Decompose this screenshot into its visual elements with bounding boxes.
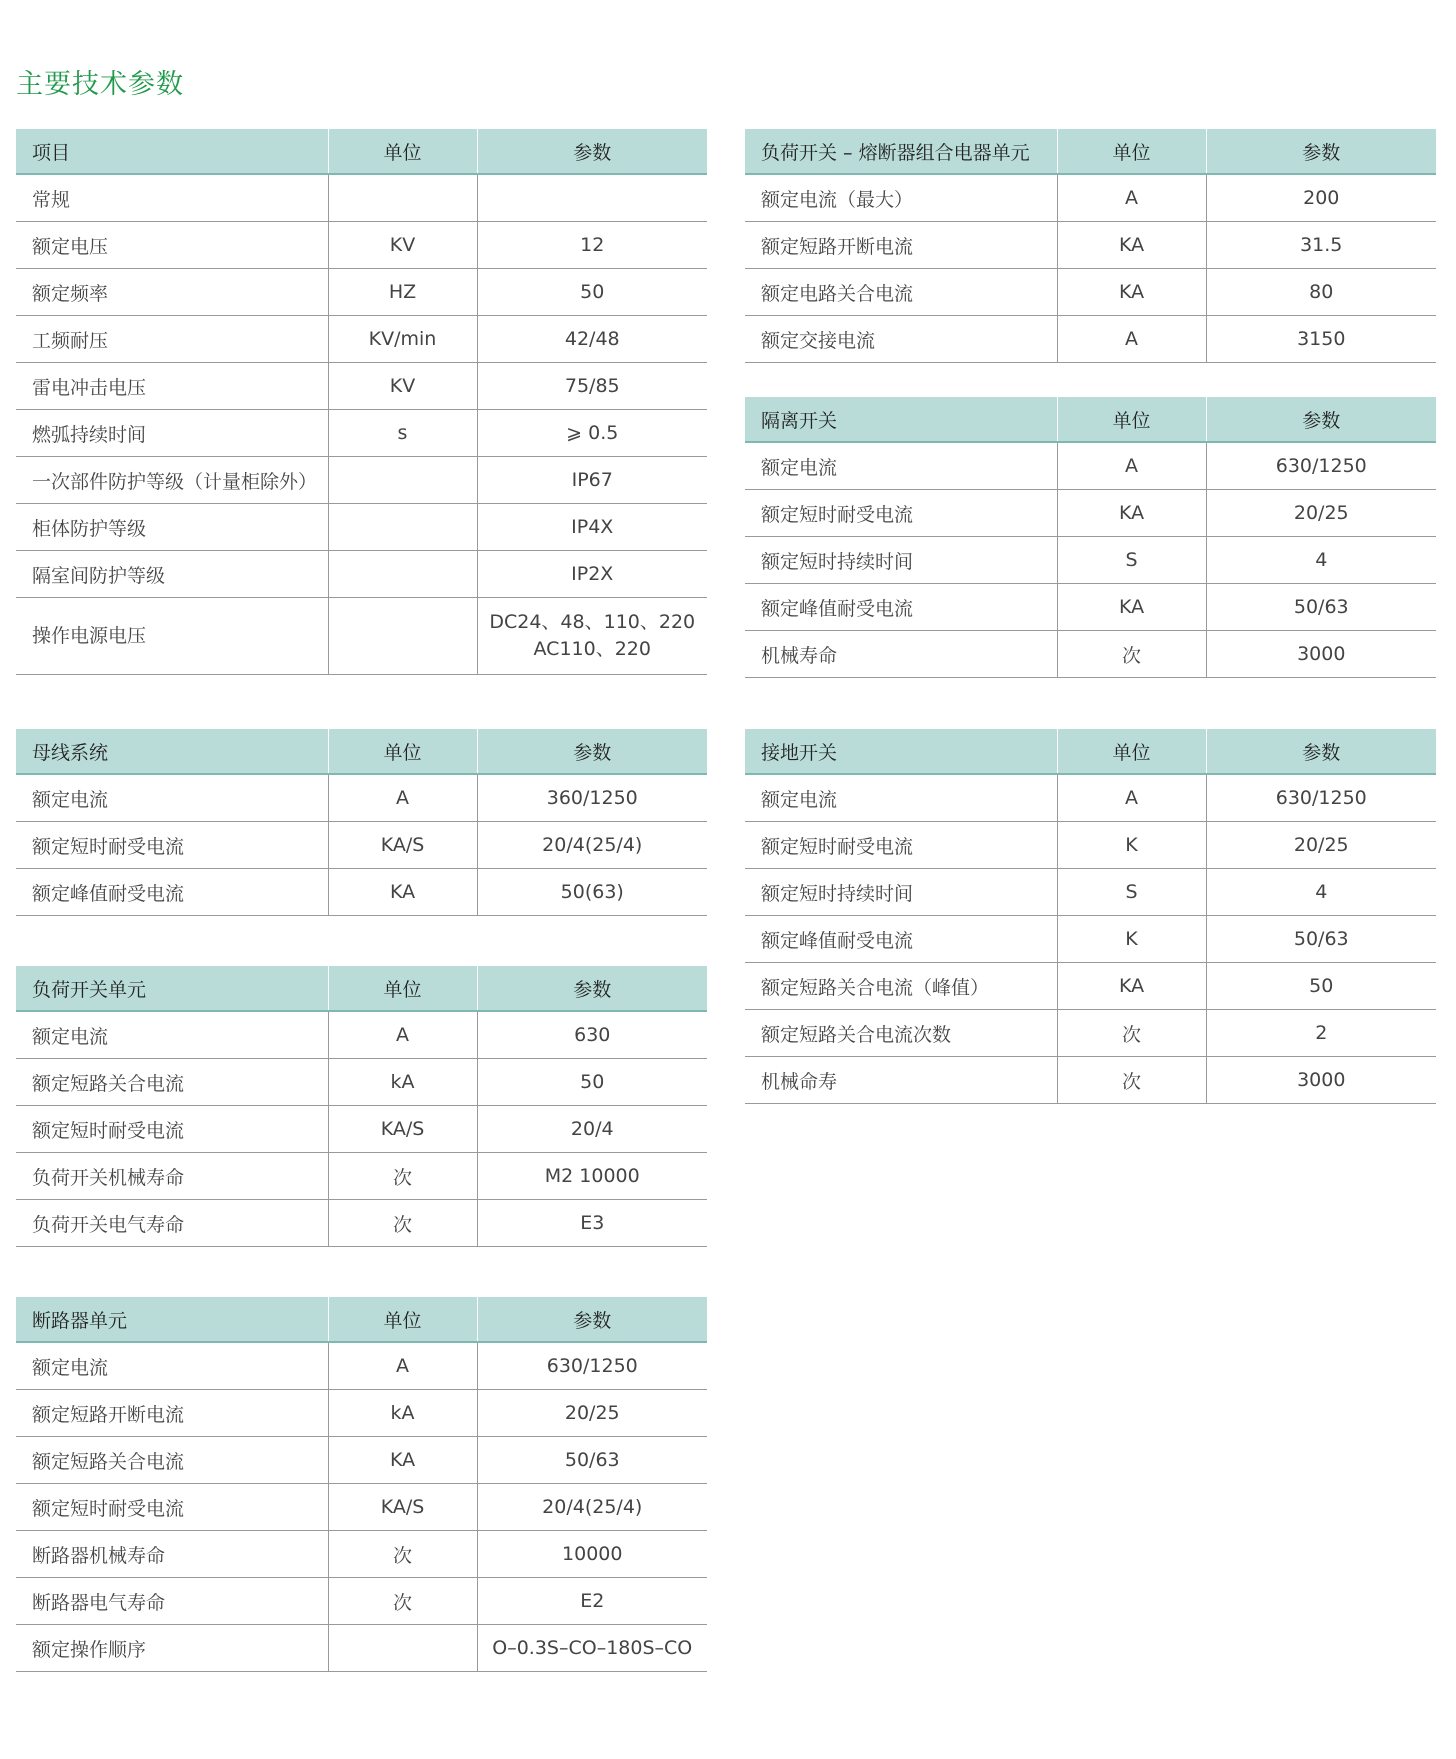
row-item-label: 额定短路开断电流 bbox=[16, 1390, 328, 1437]
row-unit: KV bbox=[328, 363, 477, 410]
row-item-label: 常规 bbox=[16, 174, 328, 222]
row-value: M2 10000 bbox=[477, 1153, 707, 1200]
row-unit: KV bbox=[328, 222, 477, 269]
table-row bbox=[16, 1578, 707, 1625]
row-unit: S bbox=[1057, 869, 1206, 916]
row-item-label: 额定电压 bbox=[16, 222, 328, 269]
table-row bbox=[16, 551, 707, 598]
column-header-item: 母线系统 bbox=[16, 729, 328, 774]
row-item-label: 额定电流 bbox=[16, 1342, 328, 1390]
column-header-item: 隔离开关 bbox=[745, 397, 1057, 442]
row-item-label: 额定短路关合电流 bbox=[16, 1059, 328, 1106]
table-header-row bbox=[16, 1297, 707, 1342]
row-unit: kA bbox=[328, 1390, 477, 1437]
row-item-label: 额定频率 bbox=[16, 269, 328, 316]
row-item-label: 额定短路关合电流 bbox=[16, 1437, 328, 1484]
table-row bbox=[745, 584, 1436, 631]
row-value: 20/4(25/4) bbox=[477, 1484, 707, 1531]
row-item-label: 操作电源电压 bbox=[16, 598, 328, 675]
row-value: 200 bbox=[1206, 174, 1436, 222]
row-value: 630 bbox=[477, 1011, 707, 1059]
row-unit bbox=[328, 457, 477, 504]
row-unit: S bbox=[1057, 537, 1206, 584]
row-unit bbox=[328, 504, 477, 551]
row-unit: A bbox=[1057, 174, 1206, 222]
row-item-label: 额定短路关合电流次数 bbox=[745, 1010, 1057, 1057]
row-value: 31.5 bbox=[1206, 222, 1436, 269]
row-unit bbox=[328, 1625, 477, 1672]
column-header-unit: 单位 bbox=[1057, 129, 1206, 174]
table-row bbox=[16, 504, 707, 551]
column-header-unit: 单位 bbox=[1057, 397, 1206, 442]
table-row bbox=[16, 316, 707, 363]
column-header-value: 参数 bbox=[1206, 129, 1436, 174]
table-row bbox=[745, 490, 1436, 537]
row-item-label: 额定短时耐受电流 bbox=[16, 1106, 328, 1153]
row-unit: A bbox=[1057, 442, 1206, 490]
row-value: 80 bbox=[1206, 269, 1436, 316]
row-unit: 次 bbox=[328, 1200, 477, 1247]
row-value: O–0.3S–CO–180S–CO bbox=[477, 1625, 707, 1672]
row-unit: K bbox=[1057, 916, 1206, 963]
busbar-system-table bbox=[16, 729, 707, 916]
row-value: 2 bbox=[1206, 1010, 1436, 1057]
column-header-value: 参数 bbox=[1206, 729, 1436, 774]
row-value: 50/63 bbox=[477, 1437, 707, 1484]
row-value: 20/4 bbox=[477, 1106, 707, 1153]
row-value: 630/1250 bbox=[1206, 442, 1436, 490]
row-unit: KV/min bbox=[328, 316, 477, 363]
table-row bbox=[16, 363, 707, 410]
row-value: 630/1250 bbox=[477, 1342, 707, 1390]
row-item-label: 柜体防护等级 bbox=[16, 504, 328, 551]
row-unit: 次 bbox=[1057, 1010, 1206, 1057]
row-item-label: 雷电冲击电压 bbox=[16, 363, 328, 410]
row-item-label: 断路器机械寿命 bbox=[16, 1531, 328, 1578]
row-value: IP67 bbox=[477, 457, 707, 504]
row-value: 50/63 bbox=[1206, 916, 1436, 963]
row-value: 20/25 bbox=[477, 1390, 707, 1437]
column-header-item: 断路器单元 bbox=[16, 1297, 328, 1342]
table-row bbox=[745, 174, 1436, 222]
column-header-item: 负荷开关 – 熔断器组合电器单元 bbox=[745, 129, 1057, 174]
table-row bbox=[745, 316, 1436, 363]
row-item-label: 额定短路关合电流（峰值） bbox=[745, 963, 1057, 1010]
table-row bbox=[745, 963, 1436, 1010]
table-row bbox=[16, 1625, 707, 1672]
row-unit: KA bbox=[1057, 584, 1206, 631]
load-switch-unit-table bbox=[16, 966, 707, 1247]
table-row bbox=[16, 1342, 707, 1390]
row-value-line: DC24、48、110、220 bbox=[489, 611, 696, 633]
row-unit: s bbox=[328, 410, 477, 457]
row-value: E3 bbox=[477, 1200, 707, 1247]
row-value: 3150 bbox=[1206, 316, 1436, 363]
table-header-row bbox=[16, 966, 707, 1011]
row-item-label: 额定电流（最大） bbox=[745, 174, 1057, 222]
row-item-label: 额定操作顺序 bbox=[16, 1625, 328, 1672]
table-row bbox=[16, 410, 707, 457]
table-row bbox=[745, 1010, 1436, 1057]
row-value: 75/85 bbox=[477, 363, 707, 410]
table-row bbox=[745, 222, 1436, 269]
table-header-row bbox=[16, 129, 707, 174]
table-row bbox=[745, 1057, 1436, 1104]
row-value: 50 bbox=[477, 269, 707, 316]
table-row bbox=[16, 1200, 707, 1247]
row-item-label: 额定短时耐受电流 bbox=[745, 490, 1057, 537]
table-row bbox=[16, 1011, 707, 1059]
table-row bbox=[16, 869, 707, 916]
row-item-label: 额定短时持续时间 bbox=[745, 537, 1057, 584]
row-unit: KA bbox=[1057, 222, 1206, 269]
row-value: IP4X bbox=[477, 504, 707, 551]
row-value: 3000 bbox=[1206, 631, 1436, 678]
row-value: 360/1250 bbox=[477, 774, 707, 822]
row-unit: 次 bbox=[1057, 631, 1206, 678]
row-value: 20/4(25/4) bbox=[477, 822, 707, 869]
table-row bbox=[745, 269, 1436, 316]
column-header-unit: 单位 bbox=[328, 966, 477, 1011]
table-row bbox=[16, 222, 707, 269]
table-row bbox=[16, 1531, 707, 1578]
row-unit bbox=[328, 551, 477, 598]
row-unit: HZ bbox=[328, 269, 477, 316]
row-value: 50 bbox=[1206, 963, 1436, 1010]
row-value bbox=[477, 598, 707, 675]
row-unit: KA/S bbox=[328, 1484, 477, 1531]
row-item-label: 燃弧持续时间 bbox=[16, 410, 328, 457]
row-item-label: 机械命寿 bbox=[745, 1057, 1057, 1104]
row-item-label: 额定电流 bbox=[745, 774, 1057, 822]
fuse-combination-unit-table bbox=[745, 129, 1436, 363]
general-parameters-table bbox=[16, 129, 707, 675]
table-row bbox=[16, 1059, 707, 1106]
table-row bbox=[745, 631, 1436, 678]
isolator-switch-table bbox=[745, 397, 1436, 678]
table-header-row bbox=[16, 729, 707, 774]
table-row bbox=[745, 774, 1436, 822]
column-header-unit: 单位 bbox=[1057, 729, 1206, 774]
row-value: 50 bbox=[477, 1059, 707, 1106]
row-unit: K bbox=[1057, 822, 1206, 869]
row-value: E2 bbox=[477, 1578, 707, 1625]
row-item-label: 额定峰值耐受电流 bbox=[745, 584, 1057, 631]
row-unit: 次 bbox=[328, 1153, 477, 1200]
table-row bbox=[16, 1390, 707, 1437]
row-unit: KA/S bbox=[328, 822, 477, 869]
row-unit: A bbox=[328, 774, 477, 822]
table-row bbox=[745, 442, 1436, 490]
row-item-label: 额定短时耐受电流 bbox=[16, 1484, 328, 1531]
row-unit: KA bbox=[1057, 963, 1206, 1010]
column-header-unit: 单位 bbox=[328, 129, 477, 174]
row-item-label: 额定电流 bbox=[745, 442, 1057, 490]
row-item-label: 额定短路开断电流 bbox=[745, 222, 1057, 269]
column-header-value: 参数 bbox=[477, 129, 707, 174]
row-unit bbox=[328, 598, 477, 675]
row-value: IP2X bbox=[477, 551, 707, 598]
row-value: 42/48 bbox=[477, 316, 707, 363]
row-item-label: 额定短时耐受电流 bbox=[16, 822, 328, 869]
column-header-value: 参数 bbox=[477, 1297, 707, 1342]
row-unit: KA bbox=[328, 869, 477, 916]
row-unit: A bbox=[328, 1011, 477, 1059]
row-item-label: 隔室间防护等级 bbox=[16, 551, 328, 598]
table-header-row bbox=[745, 397, 1436, 442]
row-item-label: 负荷开关机械寿命 bbox=[16, 1153, 328, 1200]
row-value: 630/1250 bbox=[1206, 774, 1436, 822]
column-header-item: 接地开关 bbox=[745, 729, 1057, 774]
row-item-label: 额定短时持续时间 bbox=[745, 869, 1057, 916]
row-value: 4 bbox=[1206, 537, 1436, 584]
table-row bbox=[16, 457, 707, 504]
column-header-item: 负荷开关单元 bbox=[16, 966, 328, 1011]
row-item-label: 机械寿命 bbox=[745, 631, 1057, 678]
row-item-label: 额定电流 bbox=[16, 774, 328, 822]
row-unit: KA/S bbox=[328, 1106, 477, 1153]
circuit-breaker-unit-table bbox=[16, 1297, 707, 1672]
column-header-value: 参数 bbox=[477, 966, 707, 1011]
table-row bbox=[745, 537, 1436, 584]
row-value: 50(63) bbox=[477, 869, 707, 916]
earthing-switch-table bbox=[745, 729, 1436, 1104]
table-header-row bbox=[745, 729, 1436, 774]
table-row bbox=[16, 822, 707, 869]
row-unit: 次 bbox=[328, 1531, 477, 1578]
row-value: 3000 bbox=[1206, 1057, 1436, 1104]
row-item-label: 额定峰值耐受电流 bbox=[745, 916, 1057, 963]
column-header-value: 参数 bbox=[1206, 397, 1436, 442]
table-row bbox=[745, 916, 1436, 963]
row-unit: KA bbox=[1057, 269, 1206, 316]
row-item-label: 额定电流 bbox=[16, 1011, 328, 1059]
row-unit: A bbox=[1057, 774, 1206, 822]
table-row bbox=[745, 869, 1436, 916]
row-unit: A bbox=[1057, 316, 1206, 363]
column-header-value: 参数 bbox=[477, 729, 707, 774]
row-item-label: 额定电路关合电流 bbox=[745, 269, 1057, 316]
table-row bbox=[16, 1106, 707, 1153]
row-unit: KA bbox=[1057, 490, 1206, 537]
row-unit: KA bbox=[328, 1437, 477, 1484]
page-title: 主要技术参数 bbox=[16, 69, 184, 100]
row-unit bbox=[328, 174, 477, 222]
column-header-unit: 单位 bbox=[328, 1297, 477, 1342]
table-row bbox=[16, 598, 707, 675]
row-item-label: 额定峰值耐受电流 bbox=[16, 869, 328, 916]
table-row bbox=[16, 1437, 707, 1484]
table-row bbox=[16, 174, 707, 222]
table-row bbox=[16, 269, 707, 316]
row-value: 20/25 bbox=[1206, 822, 1436, 869]
table-row bbox=[16, 1153, 707, 1200]
row-value: 4 bbox=[1206, 869, 1436, 916]
row-unit: 次 bbox=[328, 1578, 477, 1625]
row-value: 50/63 bbox=[1206, 584, 1436, 631]
row-item-label: 负荷开关电气寿命 bbox=[16, 1200, 328, 1247]
row-value: ⩾ 0.5 bbox=[477, 410, 707, 457]
row-item-label: 额定交接电流 bbox=[745, 316, 1057, 363]
column-header-item: 项目 bbox=[16, 129, 328, 174]
row-unit: A bbox=[328, 1342, 477, 1390]
row-unit: kA bbox=[328, 1059, 477, 1106]
row-item-label: 断路器电气寿命 bbox=[16, 1578, 328, 1625]
row-value: 12 bbox=[477, 222, 707, 269]
row-value: 20/25 bbox=[1206, 490, 1436, 537]
column-header-unit: 单位 bbox=[328, 729, 477, 774]
row-value bbox=[477, 174, 707, 222]
row-item-label: 工频耐压 bbox=[16, 316, 328, 363]
row-item-label: 一次部件防护等级（计量柜除外） bbox=[16, 457, 328, 504]
table-row bbox=[745, 822, 1436, 869]
row-value: 10000 bbox=[477, 1531, 707, 1578]
table-row bbox=[16, 774, 707, 822]
table-header-row bbox=[745, 129, 1436, 174]
row-unit: 次 bbox=[1057, 1057, 1206, 1104]
row-item-label: 额定短时耐受电流 bbox=[745, 822, 1057, 869]
row-value-line: AC110、220 bbox=[533, 638, 651, 660]
table-row bbox=[16, 1484, 707, 1531]
